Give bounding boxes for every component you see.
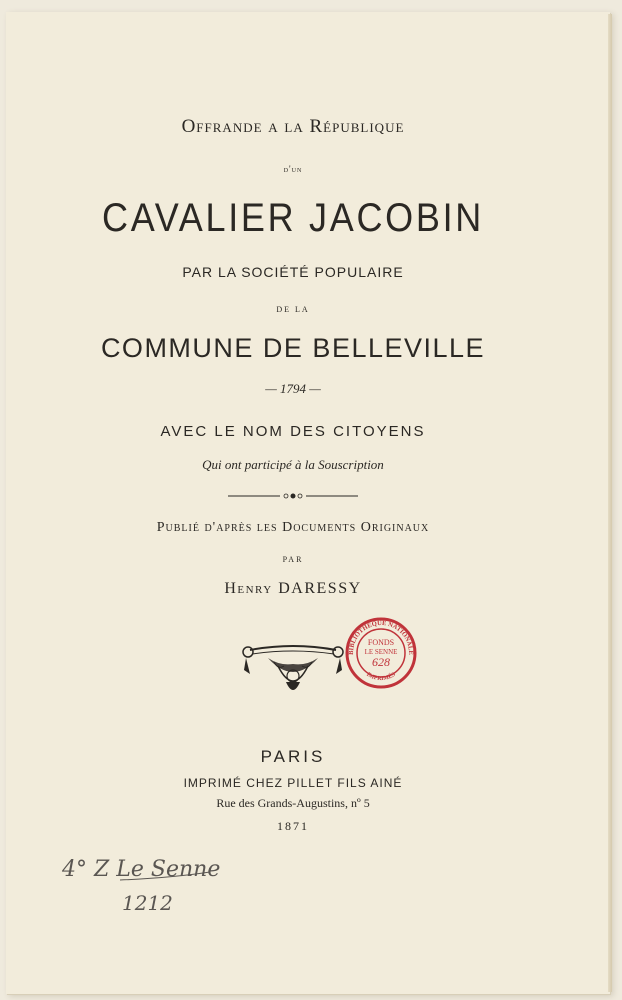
shelfmark-line1: 4° Z Le Senne [62, 857, 221, 882]
imprint-year: 1871 [277, 819, 309, 833]
subtitle-par: PAR [282, 555, 304, 564]
ornament-rule [0, 488, 586, 506]
stamp-number: 628 [372, 655, 390, 669]
imprint-printer: IMPRIMÉ CHEZ PILLET FILS AINÉ [183, 776, 403, 790]
vignette-ornament [0, 636, 586, 707]
title-dun: d'un [283, 164, 303, 174]
shelfmark-line2: 1212 [122, 891, 173, 915]
subtitle-qui-ont: Qui ont participé à la Souscription [202, 457, 384, 472]
stamp-line1: FONDS [367, 638, 395, 647]
title-offrande: Offrande a la République [181, 116, 405, 137]
subtitle-avec: AVEC LE NOM DES CITOYENS [160, 423, 426, 440]
stamp-line2: LE SENNE [364, 648, 398, 656]
title-commune: COMMUNE DE BELLEVILLE [100, 333, 486, 363]
library-stamp [344, 616, 418, 690]
author-name: Henry DARESSY [224, 580, 362, 597]
svg-text:IMPRIMÉS [365, 671, 397, 682]
page-edge [608, 14, 612, 992]
handwritten-shelfmark [60, 840, 230, 920]
subtitle-societe: PAR LA SOCIÉTÉ POPULAIRE [182, 264, 404, 280]
imprint-city: PARIS [260, 747, 326, 766]
subtitle-publie: Publié d'après les Documents Originaux [156, 520, 430, 535]
title-year: — 1794 — [265, 381, 321, 396]
imprint-address: Rue des Grands-Augustins, nº 5 [216, 796, 370, 810]
subtitle-de-la: DE LA [276, 305, 310, 314]
stamp-bottom-text: IMPRIMÉS [365, 671, 397, 683]
stamp-outer-text: BIBLIOTHÈQUE NATIONALE [347, 619, 415, 655]
title-cavalier-jacobin: CAVALIER JACOBIN [102, 196, 484, 240]
